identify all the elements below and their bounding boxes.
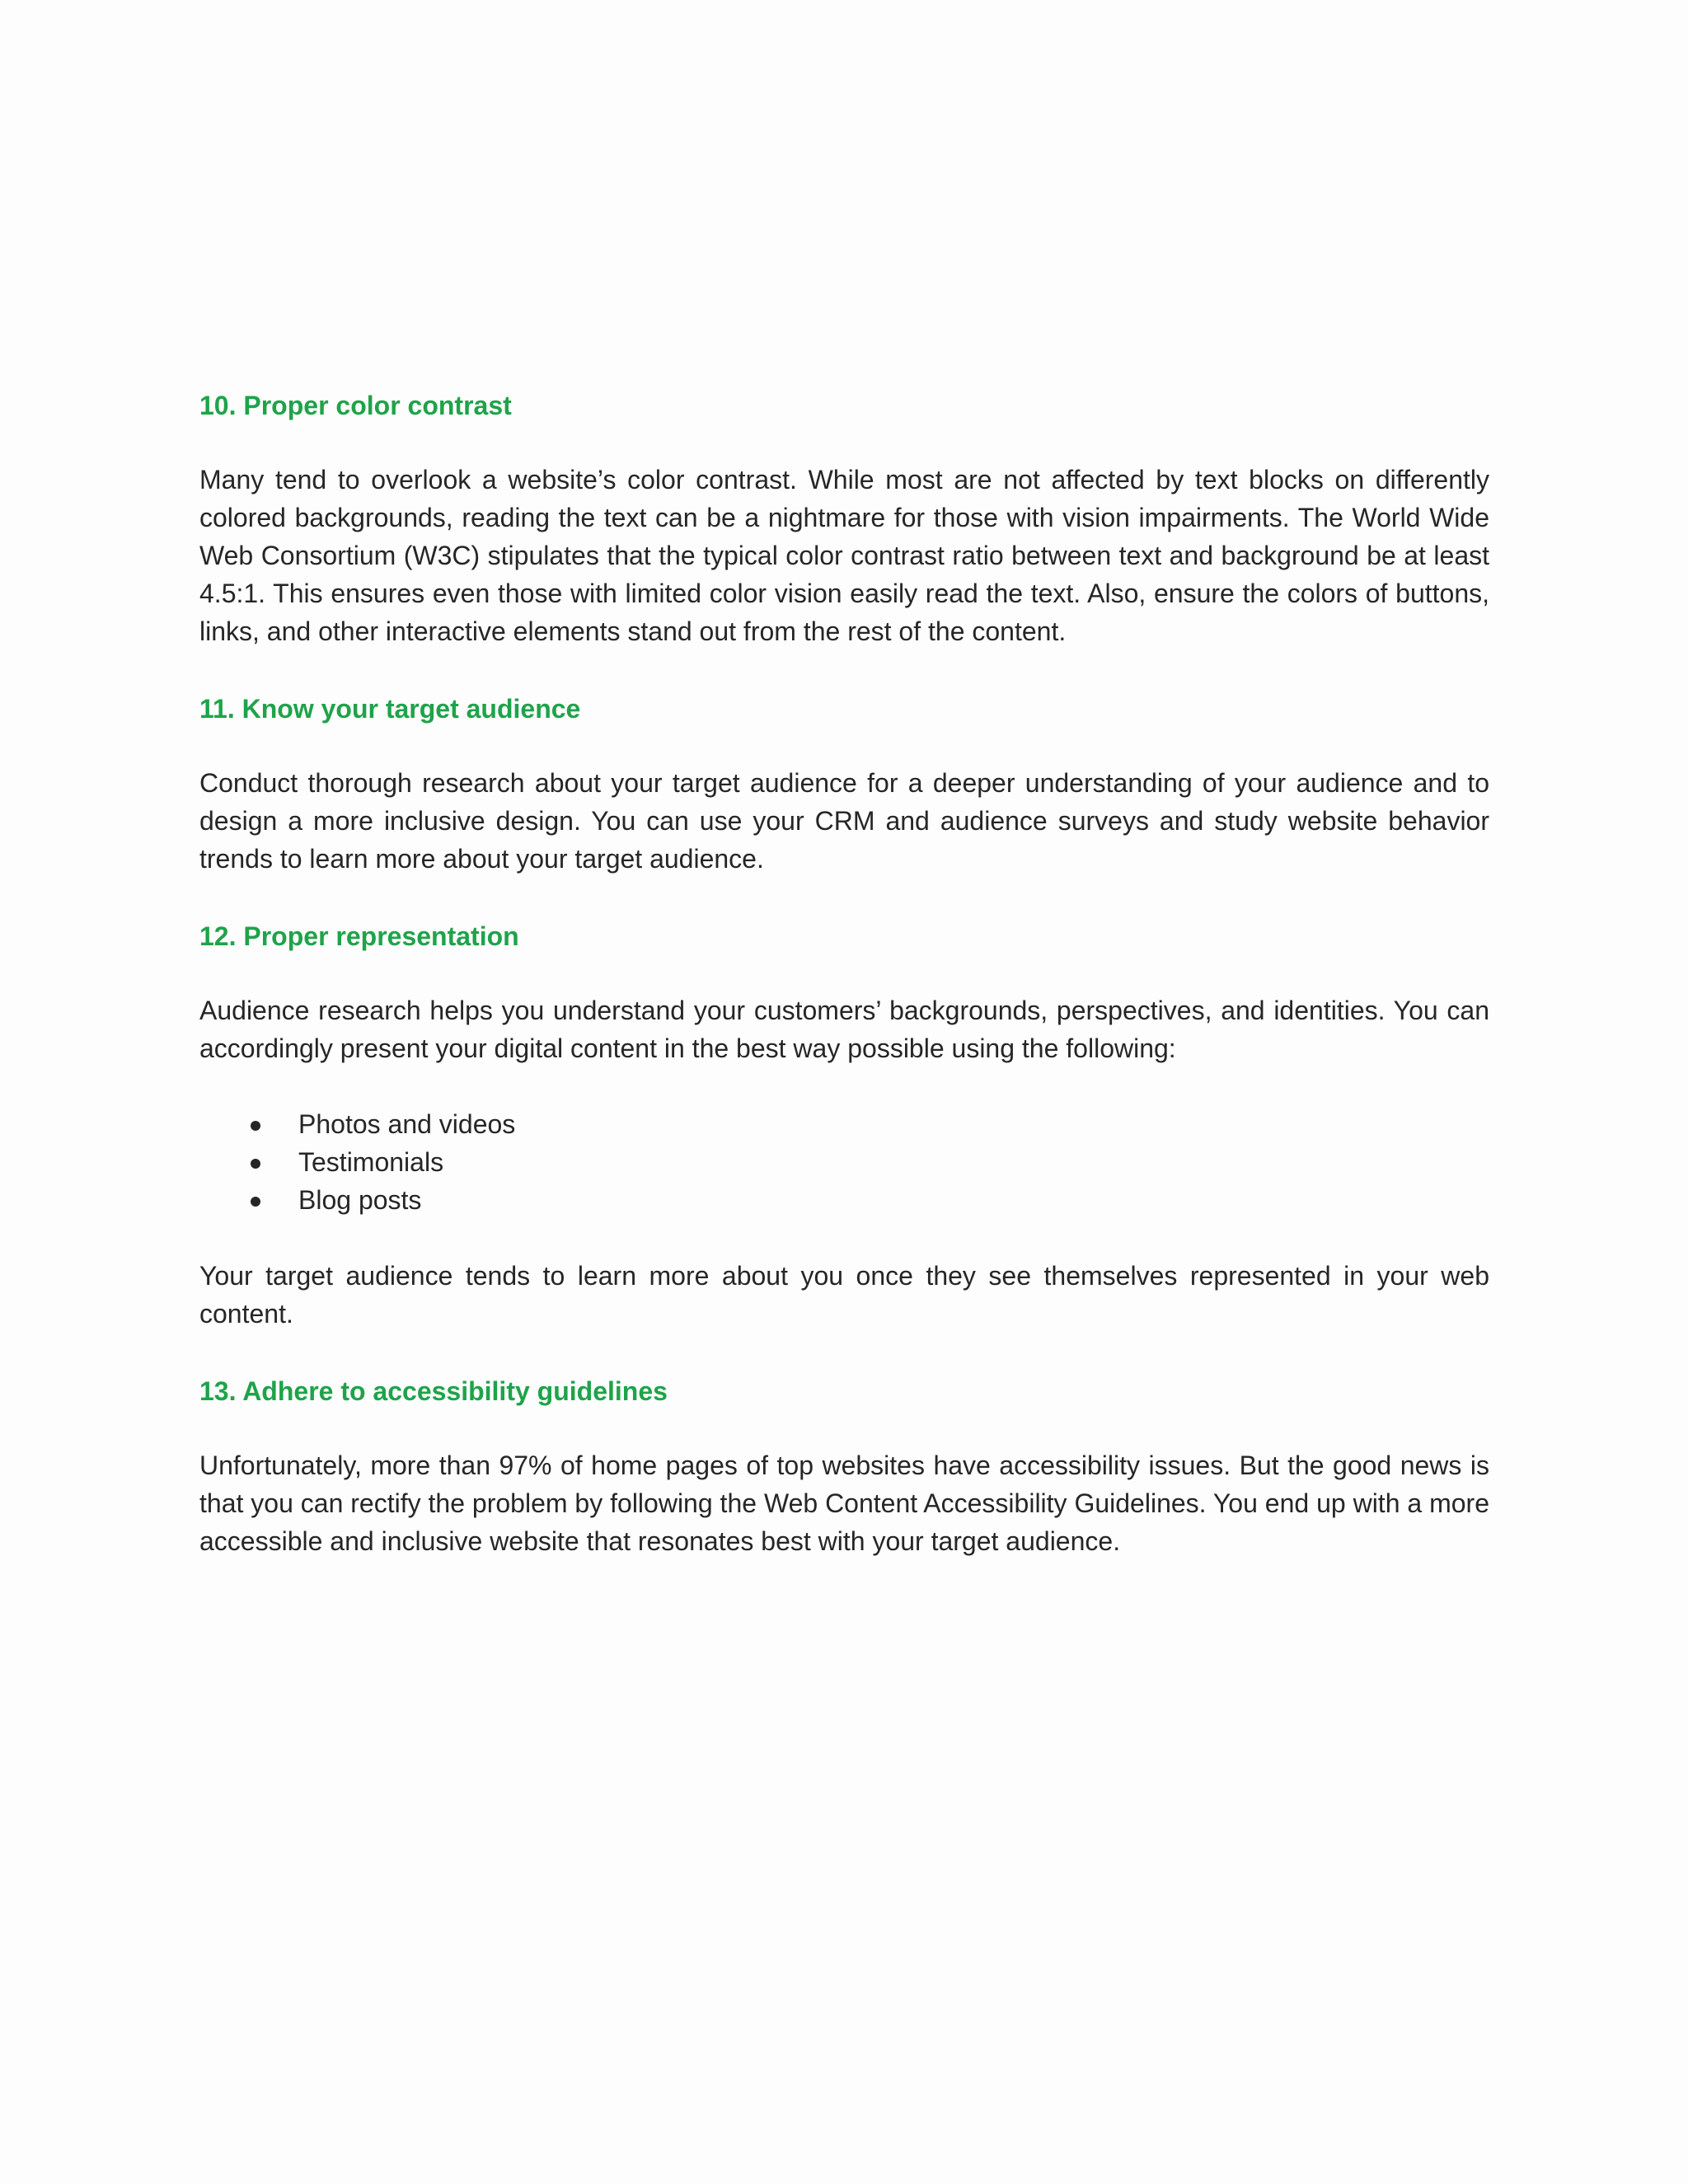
document-page bbox=[199, 385, 1489, 1560]
list-item-label: Blog posts bbox=[298, 1185, 422, 1215]
bullet-icon bbox=[251, 1159, 260, 1169]
paragraph-representation-outro: Your target audience tends to learn more about you once they see themselves represented in your web content. bbox=[199, 1261, 1489, 1329]
section-heading-color-contrast: 10. Proper color contrast bbox=[199, 391, 512, 420]
list-item-label: Photos and videos bbox=[298, 1109, 516, 1139]
section-heading-representation: 12. Proper representation bbox=[199, 921, 519, 951]
list-item bbox=[251, 1181, 1489, 1219]
bullet-icon bbox=[251, 1121, 260, 1131]
paragraph-color-contrast: Many tend to overlook a website’s color contrast. While most are not affected by text blocks on differently colored backgrounds, reading the text can be a nightmare for those with vision impairments. The World Wide Web Consortium (W3C) stipulates that the typical color contrast ratio between text and background be at least 4.5:1. This ensures even those with limited color vision easily read the text. Also, ensure the colors of buttons, links, and other interactive elements stand out from the rest of the content. bbox=[199, 465, 1489, 646]
representation-bullet-list bbox=[199, 1105, 1489, 1219]
paragraph-target-audience: Conduct thorough research about your target audience for a deeper understanding of your audience and to design a more inclusive design. You can use your CRM and audience surveys and study website behavior trends to learn more about your target audience. bbox=[199, 768, 1489, 874]
bullet-icon bbox=[251, 1197, 260, 1207]
section-heading-accessibility-guidelines: 13. Adhere to accessibility guidelines bbox=[199, 1376, 668, 1406]
list-item bbox=[251, 1143, 1489, 1181]
paragraph-accessibility-guidelines: Unfortunately, more than 97% of home pages of top websites have accessibility issues. But the good news is that you can rectify the problem by following the Web Content Accessibility Guidelines. You end up with a more accessible and inclusive website that resonates best with your target audience. bbox=[199, 1451, 1489, 1556]
list-item bbox=[251, 1105, 1489, 1143]
paragraph-representation-intro: Audience research helps you understand your customers’ backgrounds, perspectives, and identities. You can accordingly present your digital content in the best way possible using the following: bbox=[199, 996, 1489, 1063]
list-item-label: Testimonials bbox=[298, 1147, 444, 1177]
section-heading-target-audience: 11. Know your target audience bbox=[199, 694, 581, 724]
